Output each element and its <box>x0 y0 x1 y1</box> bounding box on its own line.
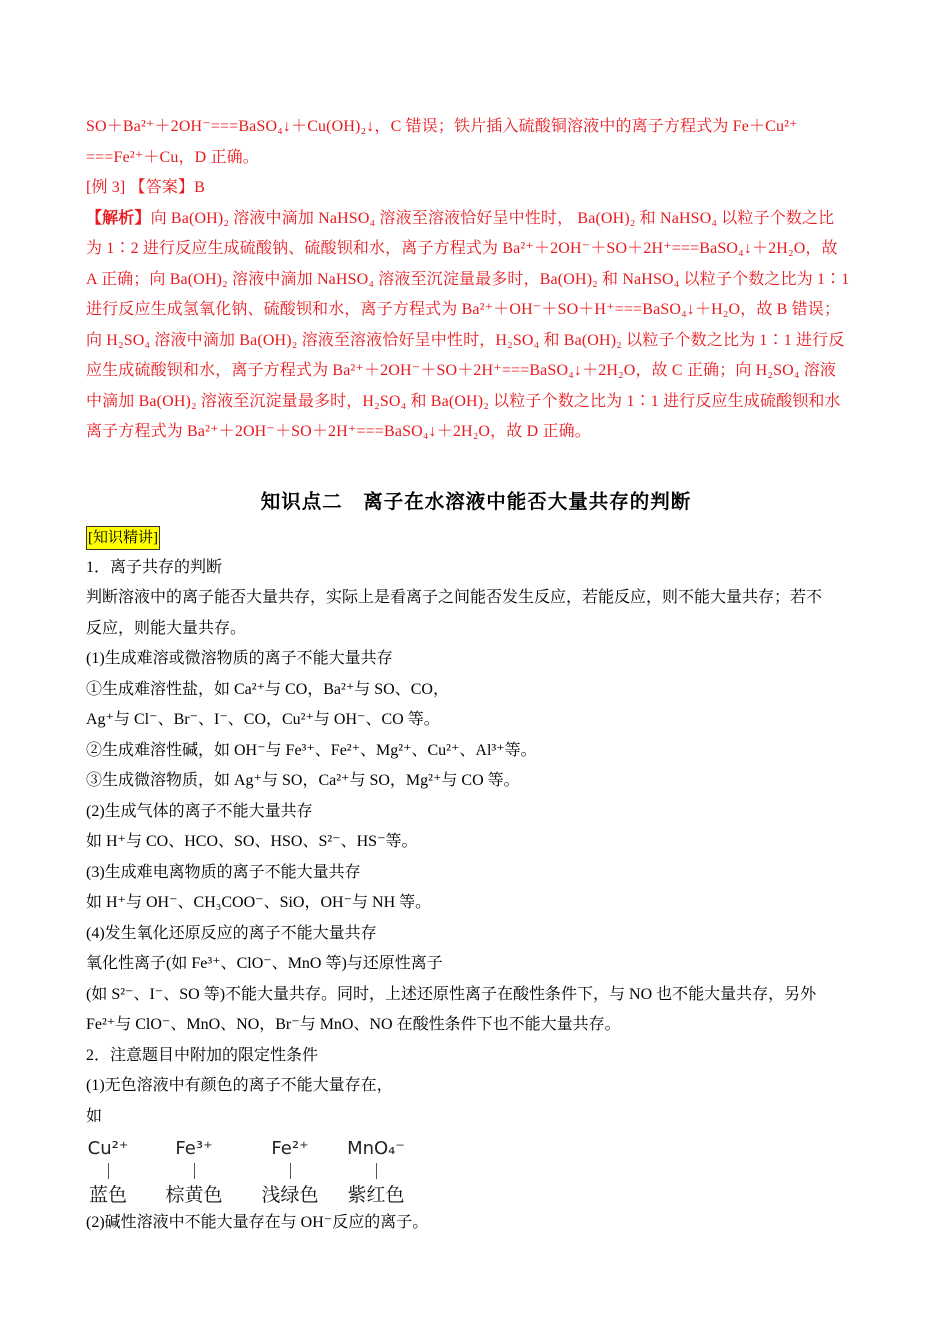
ion-color-label: 棕黄色 <box>165 1184 223 1206</box>
text-line: 为 1∶2 进行反应生成硫酸钠、硫酸钡和水，离子方程式为 Ba²⁺＋2OH⁻＋SO＋2H⁺===BaSO₄↓＋2H₂O，故 <box>86 240 838 257</box>
text-line: 2．注意题目中附加的限定性条件 <box>86 1046 319 1064</box>
analysis-first-line <box>86 204 866 235</box>
text-line: ===Fe²⁺＋Cu，D 正确。 <box>86 148 259 166</box>
text-line: 离子方程式为 Ba²⁺＋2OH⁻＋SO＋2H⁺===BaSO₄↓＋2H₂O，故 D 正确。 <box>86 423 591 440</box>
analysis-label: 【解析】 <box>86 209 151 227</box>
text-line: 向 H₂SO₄ 溶液中滴加 Ba(OH)₂ 溶液至溶液恰好呈中性时，H₂SO₄ 和 Ba(OH)₂ 以粒子个数之比为 1∶1 进行反 <box>86 331 845 349</box>
text-line: 如 <box>86 1107 103 1125</box>
text-line: (1)无色溶液中有颜色的离子不能大量存在， <box>86 1077 393 1094</box>
text-line: ①生成难溶性盐，如 Ca²⁺与 CO，Ba²⁺与 SO、CO， <box>86 680 449 698</box>
text-line: 氧化性离子(如 Fe³⁺、ClO⁻、MnO 等)与还原性离子 <box>86 955 443 972</box>
ion-item <box>260 1138 320 1208</box>
text-line: (如 S²⁻、I⁻、SO 等)不能大量共存。同时，上述还原性离子在酸性条件下，与 NO 也不能大量共存，另外 <box>86 985 817 1003</box>
connector-line <box>290 1163 291 1179</box>
example-answer-line: [例 3] 【答案】B <box>86 179 205 196</box>
knowledge-body <box>86 553 866 1133</box>
text-line: 如 H⁺与 CO、HCO、SO、HSO、S²⁻、HS⁻等。 <box>86 833 418 850</box>
ion-color-label: 蓝色 <box>88 1184 127 1206</box>
text-line: 判断溶液中的离子能否大量共存，实际上是看离子之间能否发生反应，若能反应，则不能大量共存；若不 <box>86 589 823 606</box>
ion-item <box>346 1138 406 1208</box>
section-title: 知识点二 离子在水溶液中能否大量共存的判断 <box>260 489 692 513</box>
ion-item <box>164 1138 224 1208</box>
document-content <box>86 112 866 1239</box>
answer-analysis-section <box>86 112 866 448</box>
text-line: (1)生成难溶或微溶物质的离子不能大量共存 <box>86 650 393 667</box>
ion-color-label: 浅绿色 <box>261 1184 319 1206</box>
text-line: 应生成硫酸钡和水，离子方程式为 Ba²⁺＋2OH⁻＋SO＋2H⁺===BaSO₄↓＋2H₂O，故 C 正确；向 H₂SO₄ 溶液 <box>86 362 837 379</box>
text-line: ③生成微溶物质，如 Ag⁺与 SO，Ca²⁺与 SO，Mg²⁺与 CO 等。 <box>86 772 520 789</box>
text-line: 进行反应生成氢氧化钠、硫酸钡和水，离子方程式为 Ba²⁺＋OH⁻＋SO＋H⁺===BaSO₄↓＋H₂O，故 B 错误； <box>86 301 841 318</box>
knowledge-tag: [知识精讲] <box>86 526 160 550</box>
text-line: 反应，则能大量共存。 <box>86 619 247 637</box>
ion-color-figure <box>86 1138 426 1208</box>
text-line: 如 H⁺与 OH⁻、CH₃COO⁻、SiO，OH⁻与 NH 等。 <box>86 894 432 911</box>
ion-formula: Cu²⁺ <box>87 1138 129 1159</box>
text-line: Ag⁺与 Cl⁻、Br⁻、I⁻、CO，Cu²⁺与 OH⁻、CO 等。 <box>86 711 440 728</box>
text-line: 中滴加 Ba(OH)₂ 溶液至沉淀量最多时，H₂SO₄ 和 Ba(OH)₂ 以粒子个数之比为 1∶1 进行反应生成硫酸钡和水 <box>86 392 841 410</box>
analysis-text: 向 Ba(OH)₂ 溶液中滴加 NaHSO₄ 溶液至溶液恰好呈中性时， Ba(OH)₂ 和 NaHSO₄ 以粒子个数之比 <box>150 209 835 227</box>
text-line: (3)生成难电离物质的离子不能大量共存 <box>86 863 361 881</box>
ion-item <box>86 1138 130 1208</box>
text-line: (2)生成气体的离子不能大量共存 <box>86 802 313 820</box>
text-line: (4)发生氧化还原反应的离子不能大量共存 <box>86 924 377 942</box>
ion-color-label: 紫红色 <box>347 1184 405 1206</box>
ion-formula: MnO₄⁻ <box>347 1138 405 1159</box>
text-line: SO＋Ba²⁺＋2OH⁻===BaSO₄↓＋Cu(OH)₂↓，C 错误；铁片插入硫酸铜溶液中的离子方程式为 Fe＋Cu²⁺ <box>86 118 798 135</box>
connector-line <box>376 1163 377 1179</box>
text-line: (2)碱性溶液中不能大量存在与 OH⁻反应的离子。 <box>86 1214 429 1231</box>
text-line: A 正确；向 Ba(OH)₂ 溶液中滴加 NaHSO₄ 溶液至沉淀量最多时，Ba(OH)₂ 和 NaHSO₄ 以粒子个数之比为 1∶1 <box>86 270 850 288</box>
connector-line <box>194 1163 195 1179</box>
text-line: ②生成难溶性碱，如 OH⁻与 Fe³⁺、Fe²⁺、Mg²⁺、Cu²⁺、Al³⁺等。 <box>86 741 537 759</box>
connector-line <box>108 1163 109 1179</box>
text-line: Fe²⁺与 ClO⁻、MnO、NO，Br⁻与 MnO、NO 在酸性条件下也不能大量共存。 <box>86 1016 621 1033</box>
ion-formula: Fe²⁺ <box>271 1138 309 1159</box>
text-line: 1．离子共存的判断 <box>86 558 223 576</box>
ion-formula: Fe³⁺ <box>175 1138 213 1159</box>
